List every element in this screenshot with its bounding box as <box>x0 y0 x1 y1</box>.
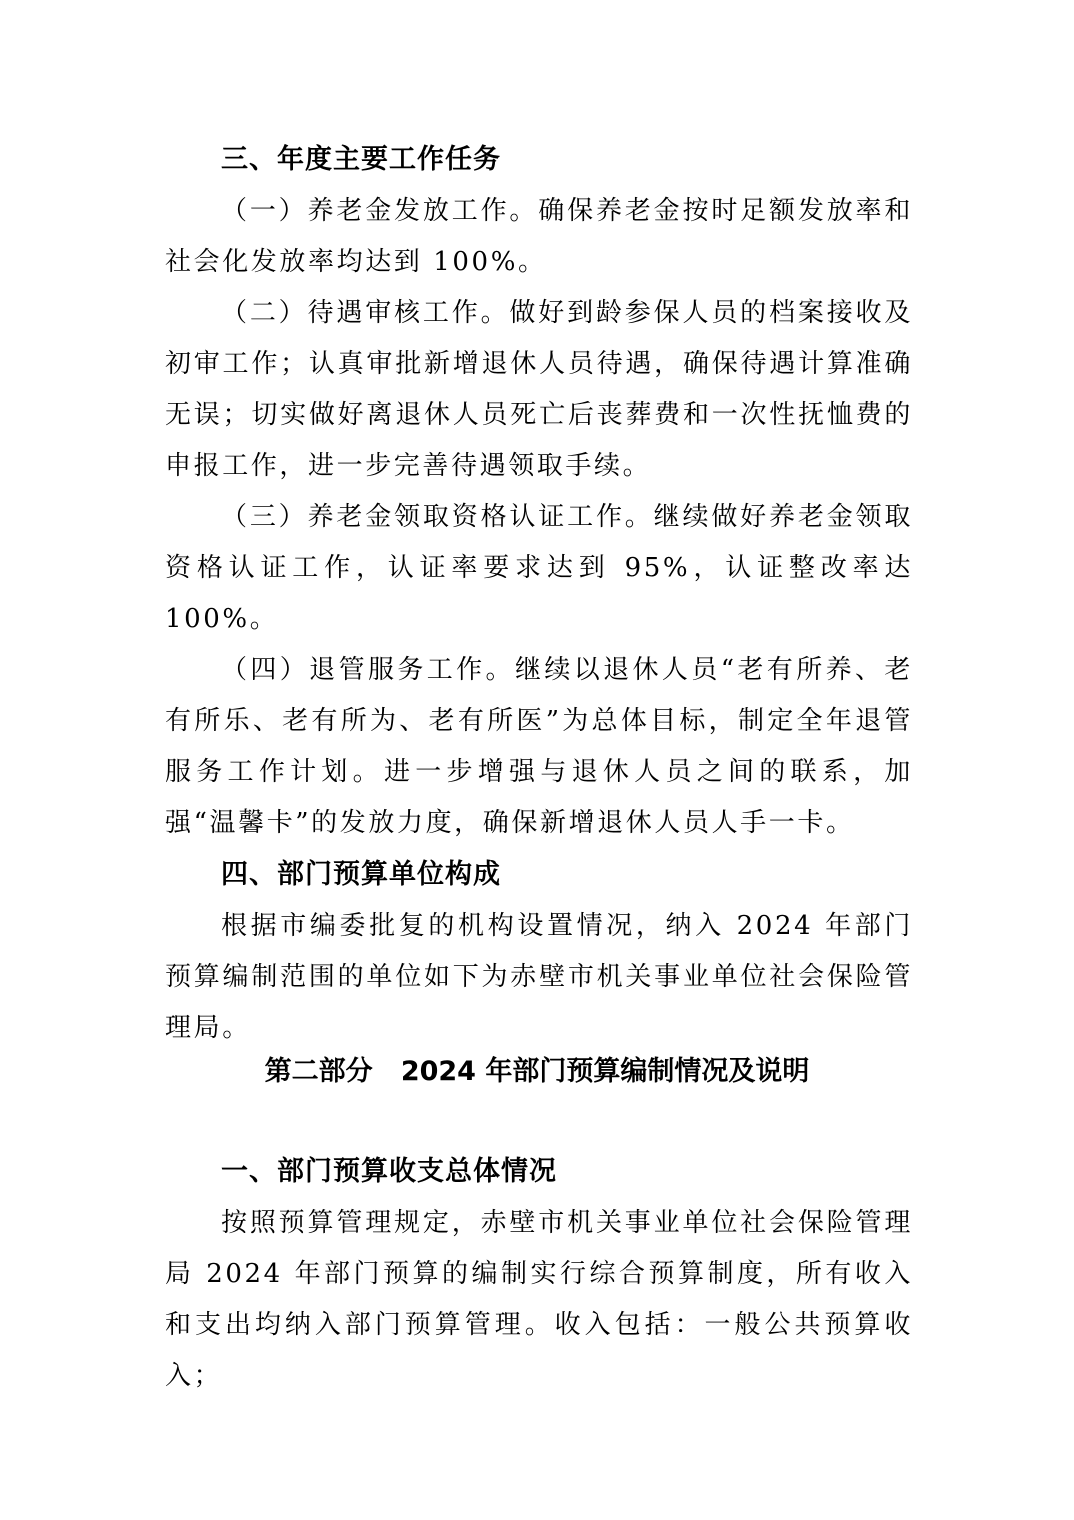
section-4-body: 根据市编委批复的机构设置情况，纳入 2024 年部门预算编制范围的单位如下为赤壁市机关事业单位社会保险管理局。 <box>165 911 913 1043</box>
section-3 <box>165 134 913 1054</box>
section-3-item-3: （三）养老金领取资格认证工作。继续做好养老金领取资格认证工作，认证率要求达到 95%，认证整改率达 100%。 <box>165 502 913 634</box>
section-3-item-2: （二）待遇审核工作。做好到龄参保人员的档案接收及初审工作；认真审批新增退休人员待遇，确保待遇计算准确无误；切实做好离退休人员死亡后丧葬费和一次性抚恤费的申报工作，进一步完善待遇领取手续。 <box>165 298 913 481</box>
section-3-item-4: （四）退管服务工作。继续以退休人员“老有所养、老有所乐、老有所为、老有所医”为总体目标，制定全年退管服务工作计划。进一步增强与退休人员之间的联系，加强“温馨卡”的发放力度，确保新增退休人员人手一卡。 <box>165 655 913 838</box>
section-3-item-1: （一）养老金发放工作。确保养老金按时足额发放率和社会化发放率均达到 100%。 <box>165 196 913 277</box>
part-2-section-1 <box>165 1146 913 1402</box>
section-4-heading: 四、部门预算单位构成 <box>221 859 501 890</box>
part-2-section-1-heading: 一、部门预算收支总体情况 <box>221 1156 557 1187</box>
section-3-heading: 三、年度主要工作任务 <box>221 144 501 175</box>
part-2-section-1-body: 按照预算管理规定，赤壁市机关事业单位社会保险管理局 2024 年部门预算的编制实行综合预算制度，所有收入和支出均纳入部门预算管理。收入包括：一般公共预算收入； <box>165 1208 913 1391</box>
part-2-title: 第二部分 2024 年部门预算编制情况及说明 <box>264 1056 810 1087</box>
